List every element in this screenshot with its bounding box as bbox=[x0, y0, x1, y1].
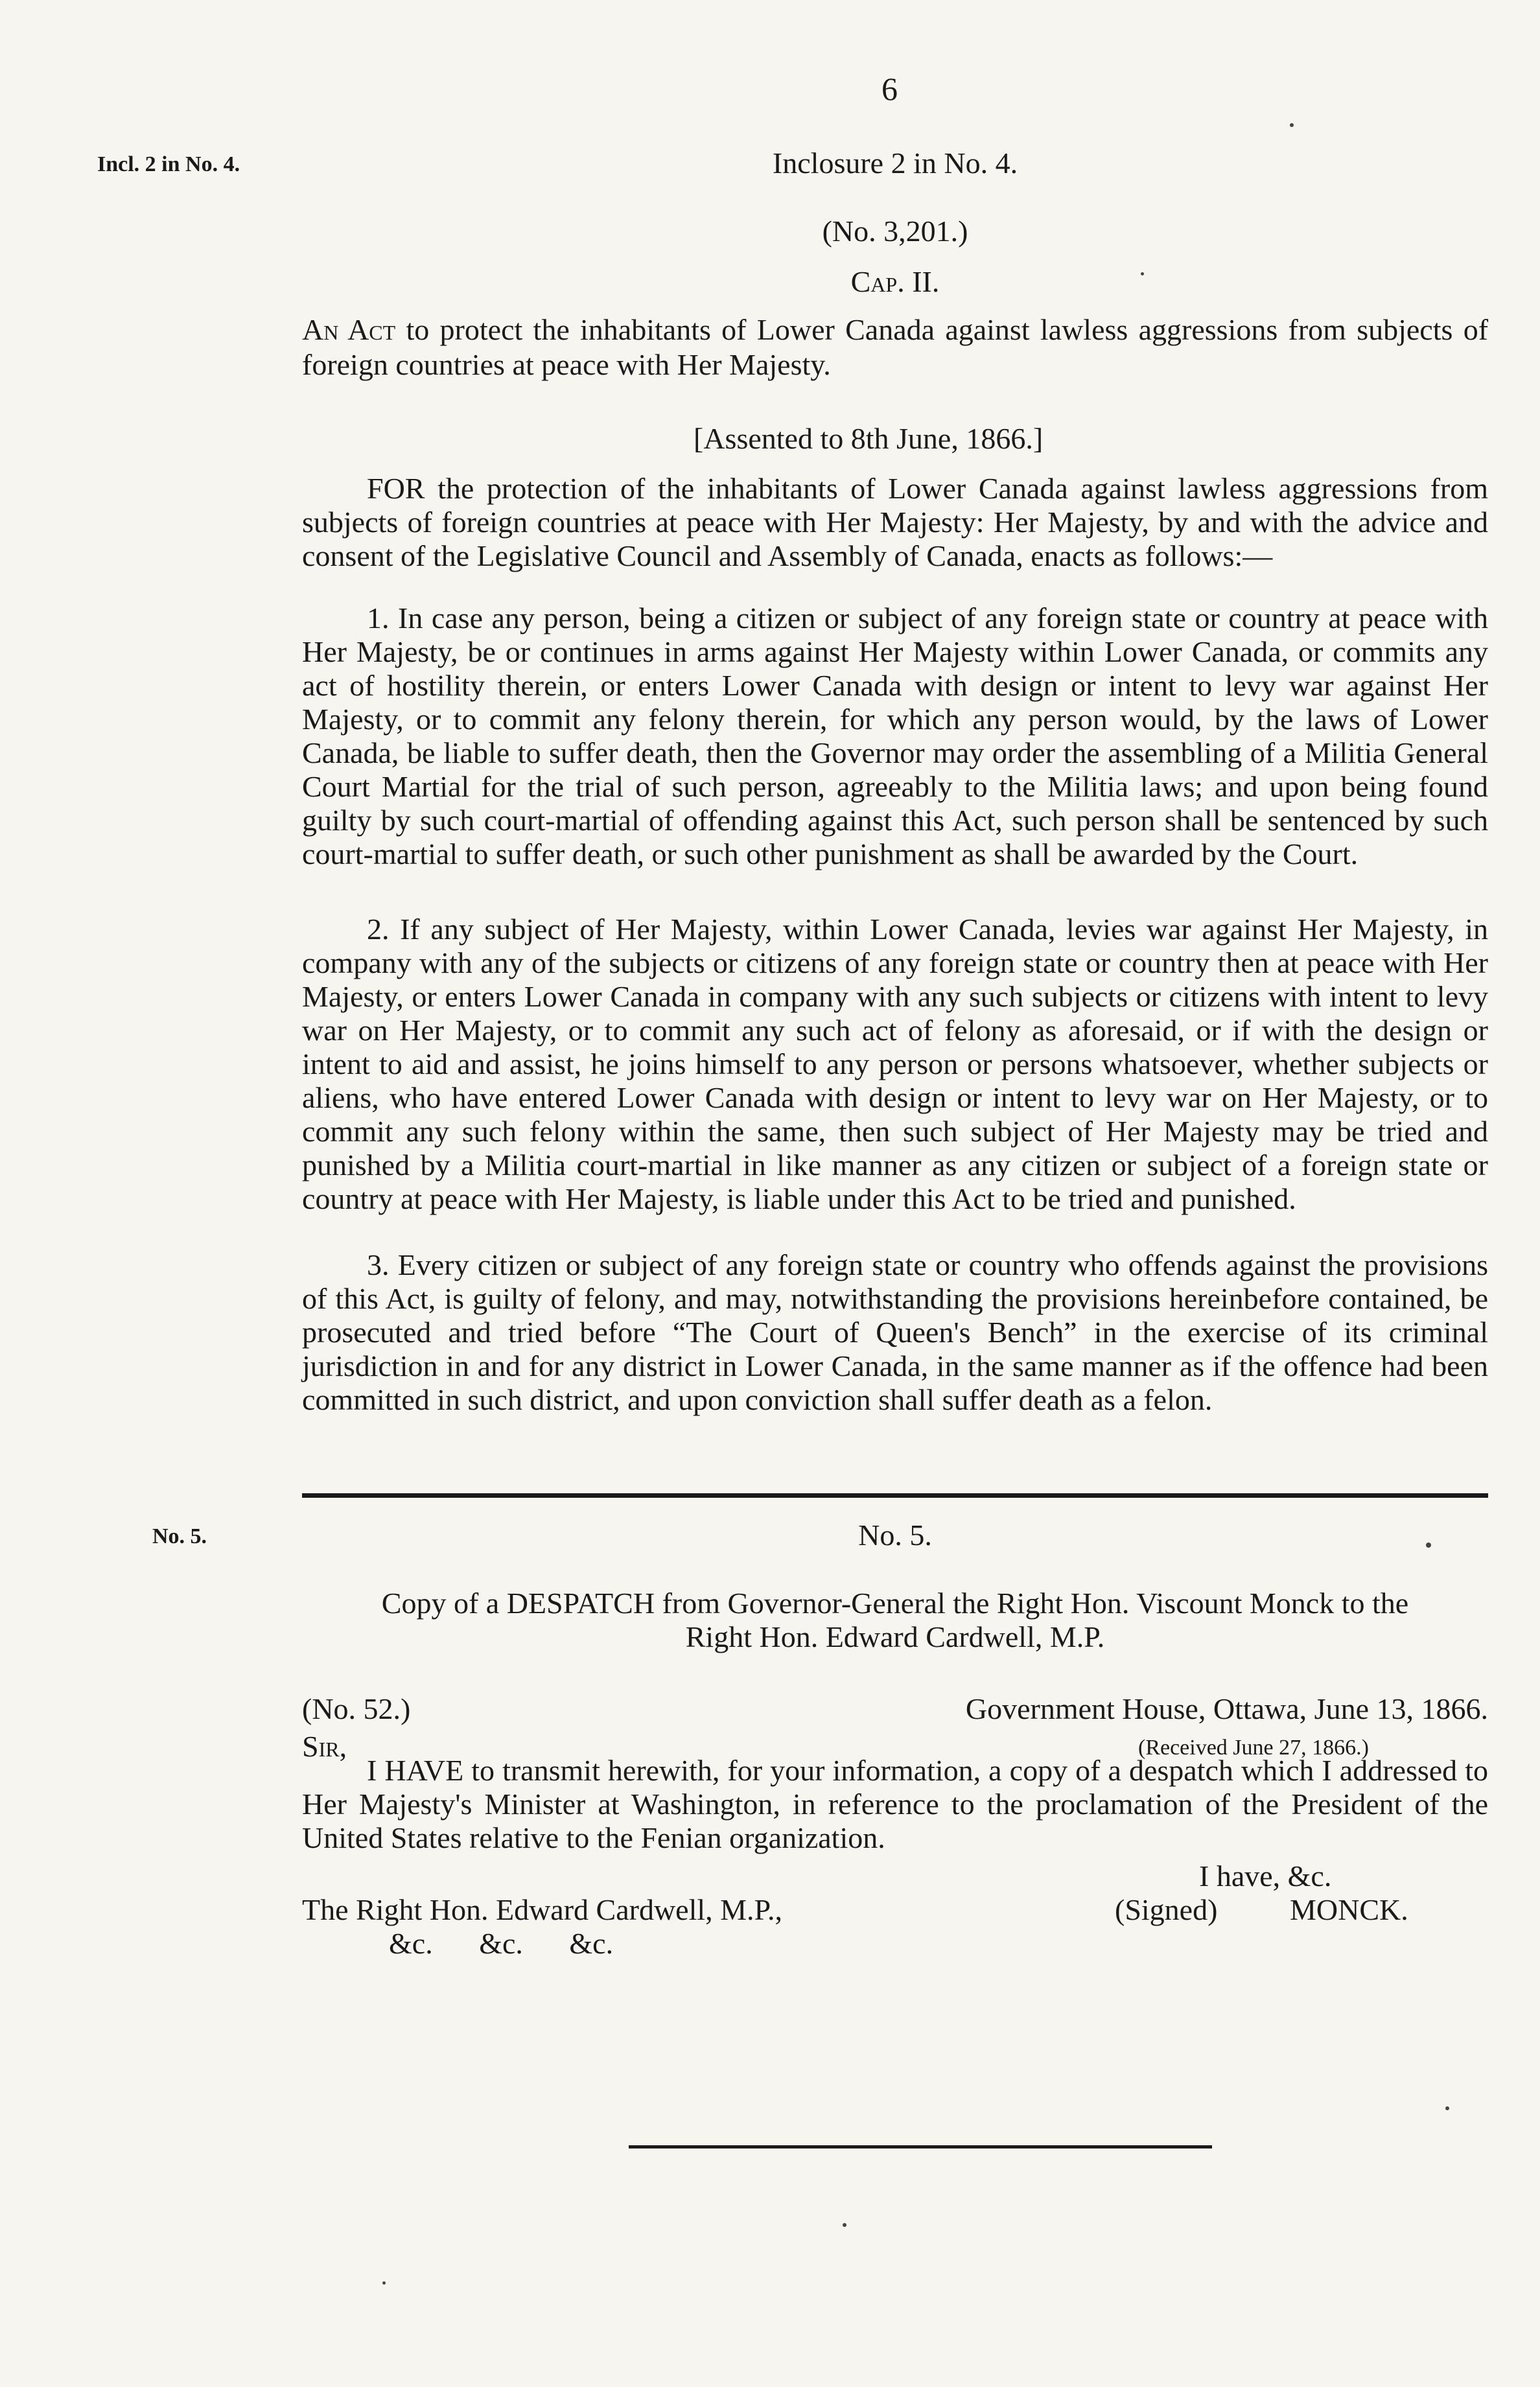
signature: MONCK. bbox=[1290, 1893, 1408, 1926]
enacting-clause-text: FOR the protection of the inhabitants of Lower Canada against lawless aggressions from subjects of foreign countries at peace with Her Majesty: Her Majesty, by and with the advice and consent of the Legislative Council and Assembly of Canada, enacts as follows:— bbox=[302, 472, 1488, 572]
section-2-text: 2. If any subject of Her Majesty, within Lower Canada, levies war against Her Majesty, in company with any of the subjects or citizens of any foreign state or country then at peace with Her Majesty, or enters Lower Canada in company with any such subjects or citizens with intent to levy war on Her Majesty, or to commit any such act of felony as aforesaid, or if with the design or intent to aid and assist, he joins himself to any person or persons whatsoever, whether subjects or aliens, who have entered Lower Canada with design or intent to levy war on Her Majesty, or to commit any such felony within the same, then such subject of Her Majesty may be tried and punished by a Militia court-martial in like manner as any citizen or subject of a foreign state or country at peace with Her Majesty, is liable under this Act to be tried and punished. bbox=[302, 913, 1488, 1215]
despatch-number: (No. 52.) bbox=[302, 1692, 411, 1725]
scan-speck bbox=[1290, 123, 1294, 127]
despatch-place-date: Government House, Ottawa, June 13, 1866. bbox=[965, 1692, 1488, 1725]
chapter-heading: Cap. II. bbox=[850, 265, 940, 298]
etc-line: &c. &c. &c. bbox=[389, 1927, 614, 1960]
received-date: (Received June 27, 1866.) bbox=[1138, 1736, 1369, 1760]
act-title bbox=[302, 312, 1488, 382]
scan-speck bbox=[1445, 2106, 1449, 2110]
closing-divider bbox=[629, 2145, 1212, 2148]
margin-note-no5: No. 5. bbox=[152, 1524, 207, 1548]
act-title-rest: to protect the inhabitants of Lower Canada against lawless aggressions from subjects of foreign countries at peace with Her Majesty. bbox=[302, 313, 1489, 381]
salutation: Sir, bbox=[302, 1730, 347, 1763]
scan-speck bbox=[1141, 272, 1144, 275]
closing: I have, &c. bbox=[1199, 1859, 1332, 1892]
addressee: The Right Hon. Edward Cardwell, M.P., bbox=[302, 1893, 783, 1926]
act-title-lead: An Act bbox=[302, 313, 396, 346]
inclosure-heading: Inclosure 2 in No. 4. bbox=[772, 146, 1018, 180]
assent-date: [Assented to 8th June, 1866.] bbox=[694, 422, 1044, 455]
scan-speck bbox=[843, 2223, 846, 2227]
scan-speck bbox=[382, 2281, 386, 2285]
section-1-text: 1. In case any person, being a citizen or subject of any foreign state or country at peace with Her Majesty, be or continues in arms against Her Majesty within Lower Canada, or commits any act of hostility therein, or enters Lower Canada with design or intent to levy war against Her Majesty, or to commit any felony therein, for which any person would, by the laws of Lower Canada, be liable to suffer death, then the Governor may order the assembling of a Militia General Court Martial for the trial of such person, agreeably to the Militia laws; and upon being found guilty by such court-martial of offending against this Act, such person shall be sentenced by such court-martial to suffer death, or such other punishment as shall be awarded by the Court. bbox=[302, 601, 1488, 870]
section-divider bbox=[302, 1493, 1488, 1498]
signed-label: (Signed) bbox=[1115, 1893, 1218, 1926]
despatch-heading bbox=[302, 1587, 1488, 1654]
despatch-heading-line1: Copy of a DESPATCH from Governor-General the Right Hon. Viscount Monck to the bbox=[381, 1587, 1409, 1620]
letter-body bbox=[302, 1754, 1488, 1855]
act-number: (No. 3,201.) bbox=[822, 215, 968, 248]
despatch-heading-line2: Right Hon. Edward Cardwell, M.P. bbox=[685, 1620, 1105, 1653]
section-2 bbox=[302, 913, 1488, 1216]
scan-speck bbox=[1426, 1543, 1431, 1548]
enacting-clause bbox=[302, 472, 1488, 573]
section-3 bbox=[302, 1248, 1488, 1417]
no5-heading: No. 5. bbox=[858, 1519, 932, 1552]
page-number: 6 bbox=[881, 71, 898, 107]
section-1 bbox=[302, 601, 1488, 871]
section-3-text: 3. Every citizen or subject of any foreign state or country who offends against the provisions of this Act, is guilty of felony, and may, notwithstanding the provisions hereinbefore contained, be prosecuted and tried before “The Court of Queen's Bench” in the exercise of its criminal jurisdiction in and for any district in Lower Canada, in the same manner as if the offence had been committed in such district, and upon conviction shall suffer death as a felon. bbox=[302, 1248, 1488, 1416]
letter-body-text: I HAVE to transmit herewith, for your information, a copy of a despatch which I addressed to Her Majesty's Minister at Washington, in reference to the proclamation of the President of the United States relative to the Fenian organization. bbox=[302, 1754, 1488, 1854]
margin-note-inclosure: Incl. 2 in No. 4. bbox=[97, 152, 240, 176]
